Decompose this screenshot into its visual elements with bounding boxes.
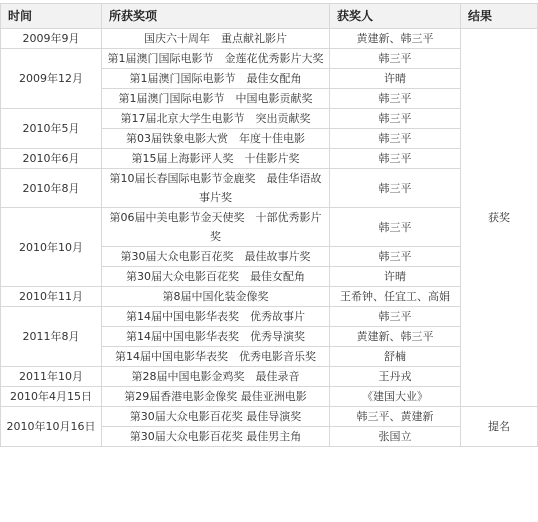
cell-winner: 舒楠	[330, 347, 461, 367]
table-row	[1, 367, 538, 387]
header-result: 结果	[461, 4, 538, 29]
cell-winner: 许晴	[330, 69, 461, 89]
cell-time: 2011年10月	[1, 367, 102, 387]
header-award: 所获奖项	[102, 4, 330, 29]
cell-result-won: 获奖	[461, 29, 538, 407]
cell-winner: 许晴	[330, 267, 461, 287]
cell-winner: 韩三平	[330, 208, 461, 247]
cell-time: 2010年8月	[1, 169, 102, 208]
cell-winner: 韩三平	[330, 307, 461, 327]
table-row	[1, 149, 538, 169]
cell-winner: 韩三平	[330, 129, 461, 149]
cell-winner: 韩三平、黄建新	[330, 407, 461, 427]
cell-award: 第30届大众电影百花奖 最佳导演奖	[102, 407, 330, 427]
cell-award: 第14届中国电影华表奖 优秀电影音乐奖	[102, 347, 330, 367]
cell-winner: 王希钟、任宜工、高娟	[330, 287, 461, 307]
cell-winner: 《建国大业》	[330, 387, 461, 407]
table-row	[1, 287, 538, 307]
awards-table	[0, 3, 538, 447]
cell-award: 国庆六十周年 重点献礼影片	[102, 29, 330, 49]
cell-award: 第8届中国化装金像奖	[102, 287, 330, 307]
cell-winner: 王丹戎	[330, 367, 461, 387]
table-row	[1, 387, 538, 407]
cell-award: 第30届大众电影百花奖 最佳女配角	[102, 267, 330, 287]
cell-award: 第1届澳门国际电影节 中国电影贡献奖	[102, 89, 330, 109]
cell-time: 2010年4月15日	[1, 387, 102, 407]
cell-award: 第30届大众电影百花奖 最佳男主角	[102, 427, 330, 447]
cell-award: 第17届北京大学生电影节 突出贡献奖	[102, 109, 330, 129]
cell-award: 第14届中国电影华表奖 优秀导演奖	[102, 327, 330, 347]
table-row	[1, 109, 538, 129]
cell-award: 第1届澳门国际电影节 金莲花优秀影片大奖	[102, 49, 330, 69]
table-row	[1, 169, 538, 208]
cell-winner: 韩三平	[330, 109, 461, 129]
cell-winner: 张国立	[330, 427, 461, 447]
table-row	[1, 407, 538, 427]
cell-time: 2009年12月	[1, 49, 102, 109]
table-header-row	[1, 4, 538, 29]
cell-time: 2011年8月	[1, 307, 102, 367]
cell-award: 第03届铁象电影大赏 年度十佳电影	[102, 129, 330, 149]
cell-award: 第06届中美电影节金天使奖 十部优秀影片奖	[102, 208, 330, 247]
cell-time: 2009年9月	[1, 29, 102, 49]
cell-award: 第28届中国电影金鸡奖 最佳录音	[102, 367, 330, 387]
cell-award: 第30届大众电影百花奖 最佳故事片奖	[102, 247, 330, 267]
table-row	[1, 208, 538, 247]
cell-result-nominated: 提名	[461, 407, 538, 447]
cell-winner: 黄建新、韩三平	[330, 327, 461, 347]
cell-award: 第29届香港电影金像奖 最佳亚洲电影	[102, 387, 330, 407]
cell-winner: 黄建新、韩三平	[330, 29, 461, 49]
cell-time: 2010年11月	[1, 287, 102, 307]
cell-time: 2010年5月	[1, 109, 102, 149]
cell-award: 第15届上海影评人奖 十佳影片奖	[102, 149, 330, 169]
table-row	[1, 29, 538, 49]
cell-time: 2010年10月16日	[1, 407, 102, 447]
cell-winner: 韩三平	[330, 247, 461, 267]
cell-award: 第14届中国电影华表奖 优秀故事片	[102, 307, 330, 327]
cell-winner: 韩三平	[330, 89, 461, 109]
cell-award: 第10届长春国际电影节金鹿奖 最佳华语故事片奖	[102, 169, 330, 208]
header-winner: 获奖人	[330, 4, 461, 29]
cell-time: 2010年10月	[1, 208, 102, 287]
cell-winner: 韩三平	[330, 169, 461, 208]
table-row	[1, 49, 538, 69]
table-row	[1, 307, 538, 327]
cell-time: 2010年6月	[1, 149, 102, 169]
header-time: 时间	[1, 4, 102, 29]
cell-winner: 韩三平	[330, 149, 461, 169]
cell-award: 第1届澳门国际电影节 最佳女配角	[102, 69, 330, 89]
cell-winner: 韩三平	[330, 49, 461, 69]
